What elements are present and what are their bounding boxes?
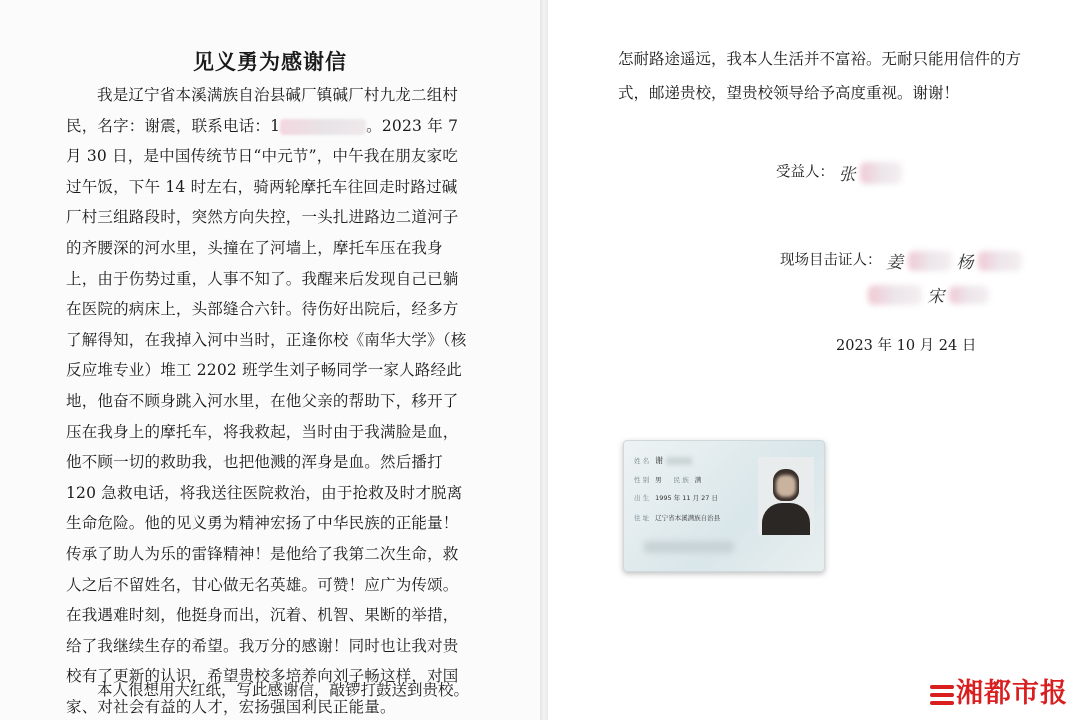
letter-body (66, 80, 470, 720)
witness-row-2 (868, 282, 989, 307)
id-photo (758, 457, 814, 535)
letter-title: 见义勇为感谢信 (193, 49, 347, 74)
id-sex-row: 性 别 男 民 族 满 (634, 476, 702, 484)
redacted-signature (908, 251, 952, 271)
witness-signature-3: 宋 (927, 287, 945, 307)
letter-date: 2023 年 10 月 24 日 (836, 338, 977, 354)
witness-signature-2: 杨 (956, 253, 974, 273)
letter-intro-text: 我是辽宁省本溪满族自治县碱厂镇碱厂村九龙二组村民，名字：谢震，联系电话：1 (66, 86, 459, 135)
id-card-image (623, 440, 825, 572)
redacted-name (666, 457, 692, 465)
newspaper-logo: 湘都市报 (930, 671, 1068, 710)
letter-page-right (548, 0, 1080, 720)
id-name-row: 姓 名 谢 (634, 455, 692, 466)
letter-paragraph (66, 80, 470, 720)
letter-main-text: 。2023 年 7 月 30 日，是中国传统节日“中元节”，中午我在朋友家吃过午饭，下午 14 时左右，骑两轮摩托车往回走时路过碱厂村三组路段时，突然方向失控，一头扎进路边二道河子的齐腰深的河水里，头撞在了河墙上，摩托车压在我身上，由于伤势过重，人事不知了。我醒来后发现自己已躺在医院的病床上，头部缝合六针。待伤好出院后，经多方了解得知，在我掉入河中当时，正逢你校《南华大学》（核反应堆专业）堆工 2202 班学生刘子畅同学一家人路经此地，他奋不顾身跳入河水里，在他父亲的帮助下，移开了压在我身上的摩托车，将我救起，当时由于我满脸是血，他不顾一切的救助我，也把他溅的浑身是血。然后播打 120 急救电话，将我送往医院救治，由于抢救及时才脱离生命危险。他的见义勇为精神宏扬了中华民族的正能量！传承了助人为乐的雷锋精神！是他给了我第二次生命，救人之后不留姓名，甘心做无名英雄。可赞！应广为传颂。在我遇难时刻，他挺身而出，沉着、机智、果断的举措，给了我继续生存的希望。我万分的感谢！同时也让我对贵校有了更新的认识，希望贵校多培养向刘子畅这样，对国家、对社会有益的人才，宏扬强国利民正能量。 (66, 116, 467, 716)
beneficiary-signature: 张 (838, 165, 856, 185)
redacted-signature (949, 286, 989, 304)
redacted-signature (860, 162, 902, 184)
redacted-signature (868, 285, 922, 305)
redacted-signature (978, 251, 1022, 271)
id-address-row: 住 址 辽宁省本溪满族自治县 (634, 514, 721, 522)
blurred-face (776, 475, 796, 497)
id-birth-row: 出 生 1995 年 11 月 27 日 (634, 494, 718, 502)
redacted-phone (280, 119, 366, 135)
witness-label: 现场目击证人： (780, 252, 882, 269)
letter-closing: 本人很想用大红纸，写此感谢信，敲锣打鼓送到贵校。 (97, 681, 470, 699)
witness-row (780, 248, 1022, 273)
page-gutter (540, 0, 548, 720)
redacted-id-number (644, 541, 734, 553)
letter-continuation: 怎耐路途遥远，我本人生活并不富裕。无耐只能用信件的方式，邮递贵校，望贵校领导给予高度重视。谢谢！ (618, 50, 1022, 102)
beneficiary-label: 受益人： (776, 164, 834, 181)
witness-signature-1: 姜 (886, 253, 904, 273)
logo-mark-icon (930, 681, 954, 709)
beneficiary-row (776, 160, 902, 185)
